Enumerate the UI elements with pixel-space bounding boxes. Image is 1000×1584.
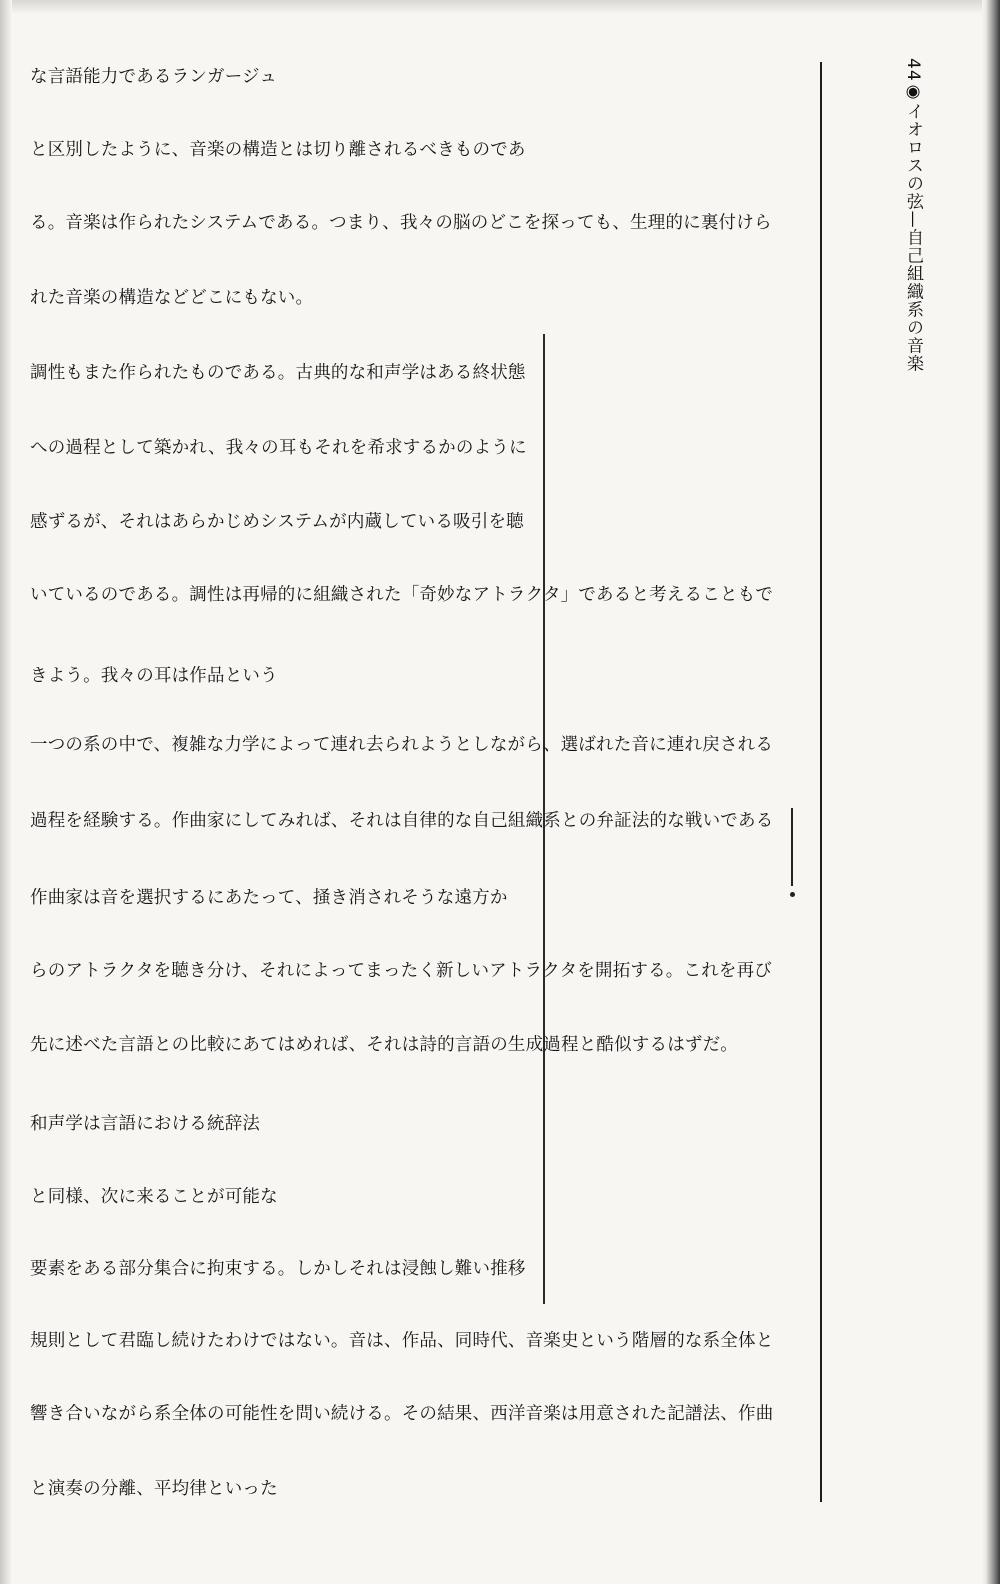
text-line: れた音楽の構造などどこにもない。: [30, 288, 314, 308]
text-line: と同様、次に来ることが可能な: [30, 1187, 278, 1207]
text-line: 過程を経験する。作曲家にしてみれば、それは自律的な自己組織系との弁証法的な戦いである: [30, 811, 774, 831]
margin-rule: [820, 62, 822, 1502]
scan-left-edge: [0, 0, 12, 1584]
text-line: らのアトラクタを聴き分け、それによってまったく新しいアトラクタを開拓する。これを再び: [30, 961, 772, 981]
body-text: [30, 0, 810, 1584]
text-line: 感ずるが、それはあらかじめシステムが内蔵している吸引を聴: [30, 512, 524, 532]
text-line: 作曲家は音を選択するにあたって、掻き消されそうな遠方か: [30, 888, 508, 908]
text-line: 要素をある部分集合に拘束する。しかしそれは浸蝕し難い推移: [30, 1259, 526, 1279]
text-line: きよう。我々の耳は作品という: [30, 666, 278, 686]
text-line: な言語能力であるランガージュ: [30, 67, 278, 87]
text-line: と演奏の分離、平均律といった: [30, 1479, 278, 1499]
running-header: 44◉イオロスの弦—自己組織系の音楽: [903, 58, 923, 373]
text-line: 和声学は言語における統辞法: [30, 1114, 261, 1134]
text-line: る。音楽は作られたシステムである。つまり、我々の脳のどこを探っても、生理的に裏付けら: [30, 213, 772, 233]
text-line: 一つの系の中で、複雑な力学によって連れ去られようとしながら、選ばれた音に連れ戻される: [30, 735, 774, 755]
text-line: 規則として君臨し続けたわけではない。音は、作品、同時代、音楽史という階層的な系全体と: [30, 1331, 774, 1351]
text-line: への過程として築かれ、我々の耳もそれを希求するかのように: [30, 438, 527, 458]
scan-right-edge: [982, 0, 1000, 1584]
text-line: いているのである。調性は再帰的に組織された「奇妙なアトラクタ」であると考えることもで: [30, 585, 774, 605]
text-line: 響き合いながら系全体の可能性を問い続ける。その結果、西洋音楽は用意された記譜法、作曲: [30, 1404, 774, 1424]
text-line: と区別したように、音楽の構造とは切り離されるべきものであ: [30, 140, 526, 160]
text-line: 調性もまた作られたものである。古典的な和声学はある終状態: [30, 363, 526, 383]
text-line: 先に述べた言語との比較にあてはめれば、それは詩的言語の生成過程と酷似するはずだ。: [30, 1035, 738, 1055]
